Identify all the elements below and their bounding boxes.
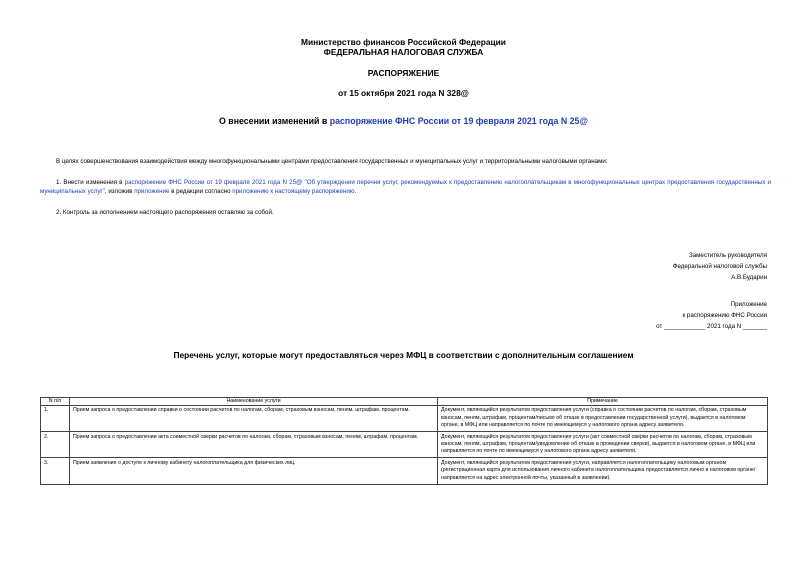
signature-block: [673, 250, 767, 283]
signature-name: А.В.Бударин: [731, 274, 767, 281]
list-title: Перечень услуг, которые могут предоставляться через МФЦ в соответствии с дополнительным соглашением: [173, 350, 634, 360]
appendix-line-2: к распоряжению ФНС России: [682, 312, 767, 319]
row-service-name: Прием запроса о предоставлении акта совместной сверки расчетов по налогам, сборам, страховым взносам, пеням, штрафам, процентам.: [70, 431, 438, 457]
table-header-row: [41, 398, 768, 406]
table-row: [41, 431, 768, 457]
appendix-line-3: от ____________ 2021 года N _______: [656, 323, 767, 330]
table-row: [41, 458, 768, 484]
document-date: от 15 октября 2021 года N 328@: [338, 88, 469, 98]
table-row: [41, 405, 768, 431]
appendix-block: [656, 299, 767, 332]
row-number: 3.: [41, 458, 70, 484]
document-title: [0, 116, 807, 127]
item-1-end: .: [354, 188, 357, 195]
signature-position-1: Заместитель руководителя: [688, 252, 767, 259]
order-link[interactable]: распоряжение ФНС России от 19 февраля 2021 года N 25@ "Об утверждении перечня услуг, рекомендуемых к предоставлению налогоплательщикам в многофункциональных центрах предоставления государственных и муниципальных услуг": [40, 179, 771, 195]
item-1-mid2: в редакции согласно: [169, 188, 233, 195]
appendix-line-1: Приложение: [730, 301, 767, 308]
item-1-mid: , изложив: [104, 188, 135, 195]
row-service-name: Прием запроса о предоставлении справки о состоянии расчетов по налогам, сборам, страховым взносам, пеням, штрафам, процентам.: [70, 405, 438, 431]
title-prefix: О внесении изменений в: [219, 116, 330, 126]
row-note: Документ, являющийся результатом предоставления услуги, направляется налогоплательщику налоговым органом (регистрационная карта для использования личного кабинета налогоплательщика предоставляется лично в налоговом органе/направляется на адрес электронной почты, указанный в заявлении).: [438, 458, 768, 484]
row-number: 2.: [41, 431, 70, 457]
services-table: [40, 397, 768, 485]
header-service-name: Наименование услуги: [70, 398, 438, 406]
new-appendix-link[interactable]: приложению к настоящему распоряжению: [232, 188, 355, 195]
ministry-name: Министерство финансов Российской Федерации: [301, 37, 506, 47]
header-note: Примечание: [438, 398, 768, 406]
row-service-name: Прием заявления о доступе к личному кабинету налогоплательщика для физических лиц.: [70, 458, 438, 484]
title-link[interactable]: распоряжение ФНС России от 19 февраля 2021 года N 25@: [329, 116, 588, 126]
intro-paragraph: В целях совершенствования взаимодействия между многофункциональными центрами предоставления государственных и муниципальных услуг и территориальными налоговыми органами:: [56, 158, 608, 165]
item-1-prefix: 1. Внести изменения в: [56, 179, 125, 186]
signature-position-2: Федеральной налоговой службы: [672, 263, 767, 270]
document-type: РАСПОРЯЖЕНИЕ: [367, 68, 440, 78]
row-note: Документ, являющийся результатом предоставления услуги (справка о состоянии расчетов по налогам, сборам, страховым взносам, пеням, штрафам, процентам/письмо об отказе в предоставлении государственной услуги), выдается в налоговом органе, в МФЦ или направляется по почте по имеющемуся у налогового органа адресу заявителя.: [438, 405, 768, 431]
service-name: ФЕДЕРАЛЬНАЯ НАЛОГОВАЯ СЛУЖБА: [323, 47, 484, 57]
row-note: Документ, являющийся результатом предоставления услуги (акт совместной сверки расчетов по налогам, сборам, страховым взносам, пеням, штрафам, процентам/уведомление об отказе в проведении сверки), выдается в налоговом органе, в МФЦ или направляется по почте по имеющемуся у налогового органа адресу заявителя.: [438, 431, 768, 457]
item-1-paragraph: [40, 178, 771, 196]
appendix-link[interactable]: приложение: [134, 188, 170, 195]
item-2-paragraph: 2. Контроль за исполнением настоящего распоряжения оставляю за собой.: [56, 209, 274, 216]
row-number: 1.: [41, 405, 70, 431]
header-number: N п/п: [41, 398, 70, 406]
